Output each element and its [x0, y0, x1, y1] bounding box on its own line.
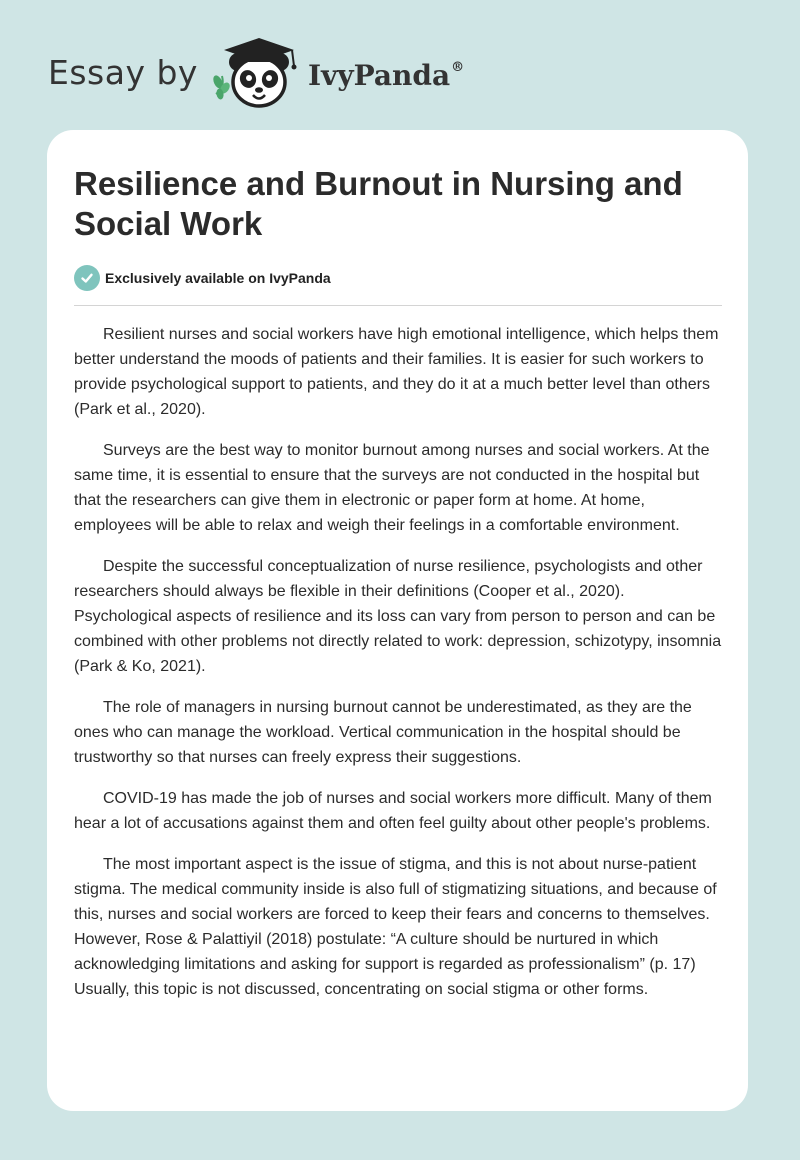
paragraph: COVID-19 has made the job of nurses and social workers more difficult. Many of them hear a lot of accusations against them and often feel guilty about other people's problems.: [74, 790, 712, 832]
paragraph: The role of managers in nursing burnout cannot be underestimated, as they are the ones who can manage the workload. Vertical communication in the hospital should be trustworthy so that nurses can freely express their suggestions.: [74, 699, 692, 766]
brand-name-text: IvyPanda: [307, 58, 451, 92]
registered-mark: ®: [451, 59, 465, 75]
brand-name[interactable]: [307, 58, 465, 92]
essay-title: Resilience and Burnout in Nursing and Social Work: [74, 165, 683, 242]
site-header: [48, 32, 464, 112]
panda-logo-icon[interactable]: [212, 32, 304, 112]
paragraph: The most important aspect is the issue of stigma, and this is not about nurse-patient stigma. The medical community inside is also full of stigmatizing situations, and because of this, nurses and social workers are forced to keep their fears and concerns to themselves. However, Rose & Palattiyil (2018) postulate: “A culture should be nurtured in which acknowledging limitations and asking for support is regarded as professionalism” (p. 17) Usually, this topic is not discussed, concentrating on social stigma or other forms.: [74, 856, 717, 998]
exclusive-badge-label: Exclusively available on IvyPanda: [105, 270, 331, 286]
paragraph: Despite the successful conceptualization of nurse resilience, psychologists and other researchers should always be flexible in their definitions (Cooper et al., 2020). Psychological aspects of resilience and its loss can vary from person to person and can be combined with other problems not directly related to work: depression, schizotypy, insomnia (Park & Ko, 2021).: [74, 558, 722, 675]
essay-by-label: Essay by: [48, 52, 198, 92]
exclusive-badge: [74, 265, 722, 306]
paragraph: Resilient nurses and social workers have high emotional intelligence, which helps them better understand the moods of patients and their families. It is easier for such workers to provide psychological support to patients, and they do it at a much better level than others (Park et al., 2020).: [74, 326, 719, 418]
paragraph: Surveys are the best way to monitor burnout among nurses and social workers. At the same time, it is essential to ensure that the surveys are not conducted in the hospital but that the researchers can give them in electronic or paper form at home. At home, employees will be able to relax and weigh their feelings in a comfortable environment.: [74, 442, 710, 534]
essay-card: [47, 130, 748, 1111]
essay-body: [74, 322, 722, 1002]
check-icon: [74, 265, 100, 291]
